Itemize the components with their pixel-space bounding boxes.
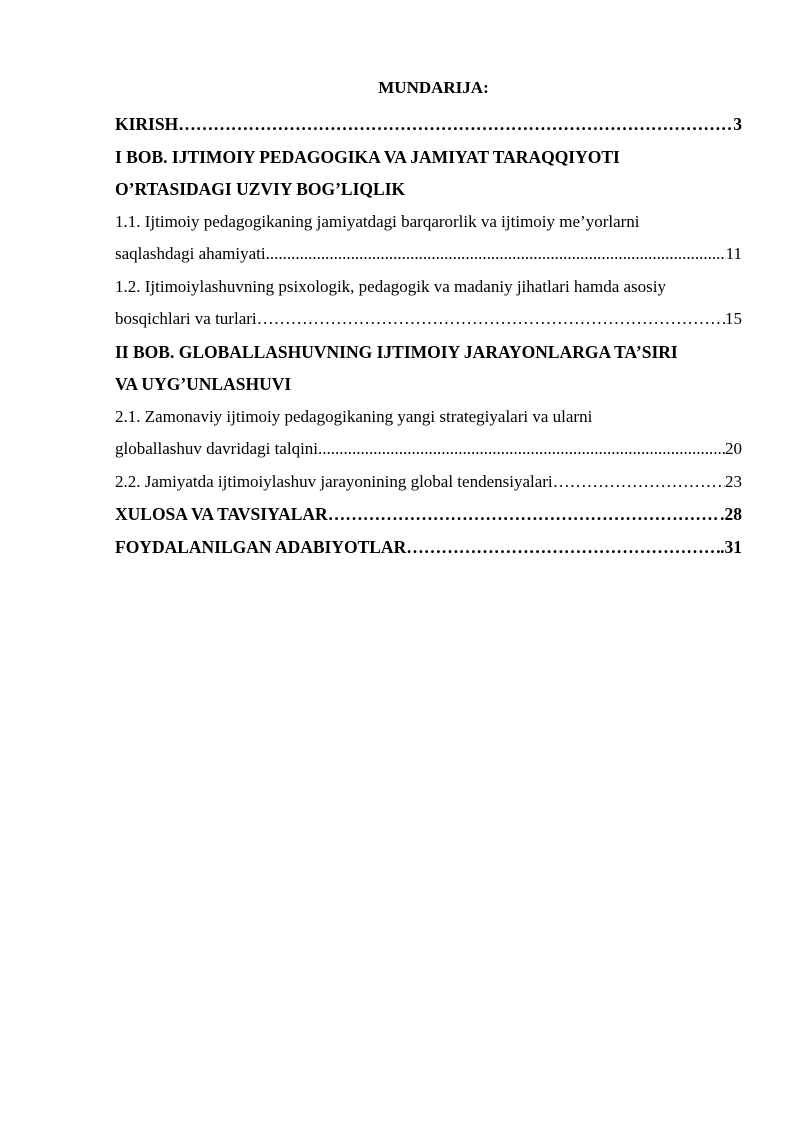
table-of-contents bbox=[115, 76, 742, 563]
leader-dots bbox=[553, 466, 725, 499]
toc-chapter2-line1: II BOB. GLOBALLASHUVNING IJTIMOIY JARAYONLARGA TA’SIRI bbox=[115, 341, 678, 362]
toc-entry-kirish bbox=[115, 108, 742, 141]
toc-section-1-2-line1: 1.2. Ijtimoiylashuvning psixologik, pedagogik va madaniy jihatlari hamda asosiy bbox=[115, 276, 666, 296]
toc-page-number: 15 bbox=[725, 309, 742, 328]
toc-title: MUNDARIJA: bbox=[378, 78, 489, 97]
toc-chapter1-line1: I BOB. IJTIMOIY PEDAGOGIKA VA JAMIYAT TARAQQIYOTI bbox=[115, 146, 620, 167]
toc-page-number: .31 bbox=[720, 536, 742, 557]
toc-page-number: 23 bbox=[725, 471, 742, 491]
toc-section-2-1-line2 bbox=[115, 433, 742, 466]
toc-entry-label: globallashuv davridagi talqini bbox=[115, 439, 319, 458]
leader-dots bbox=[178, 108, 733, 141]
leader-dots bbox=[257, 303, 725, 336]
toc-page-number: .28 bbox=[720, 504, 742, 524]
toc-chapter2-line2: VA UYG’UNLASHUVI bbox=[115, 374, 292, 394]
toc-entry-adabiyotlar bbox=[115, 531, 742, 564]
toc-entry-label: saqlashdagi ahamiyati bbox=[115, 244, 266, 263]
toc-entry-label: KIRISH bbox=[115, 114, 179, 134]
toc-entry-xulosa bbox=[115, 498, 742, 531]
leader-dots bbox=[328, 498, 720, 531]
toc-page-number: 3 bbox=[733, 114, 742, 134]
leader-dots bbox=[266, 238, 726, 271]
toc-section-1-1-line2 bbox=[115, 238, 742, 271]
toc-section-1-2-line2 bbox=[115, 303, 742, 336]
toc-entry-label: FOYDALANILGAN ADABIYOTLAR bbox=[115, 536, 407, 557]
leader-dots bbox=[406, 531, 720, 564]
toc-section-2-1-line1: 2.1. Zamonaviy ijtimoiy pedagogikaning yangi strategiyalari va ularni bbox=[115, 406, 593, 426]
toc-page-number: 20 bbox=[725, 439, 742, 458]
toc-page-number: 11 bbox=[725, 244, 742, 263]
toc-entry-label: XULOSA VA TAVSIYALAR bbox=[115, 504, 328, 524]
leader-dots bbox=[318, 433, 725, 466]
toc-section-2-2 bbox=[115, 466, 742, 499]
toc-entry-label: 2.2. Jamiyatda ijtimoiylashuv jarayonining global tendensiyalari bbox=[115, 471, 553, 491]
toc-section-1-1-line1: 1.1. Ijtimoiy pedagogikaning jamiyatdagi barqarorlik va ijtimoiy me’yorlarni bbox=[115, 211, 640, 231]
toc-chapter1-line2: O’RTASIDAGI UZVIY BOG’LIQLIK bbox=[115, 179, 406, 199]
toc-entry-label: bosqichlari va turlari bbox=[115, 309, 257, 328]
